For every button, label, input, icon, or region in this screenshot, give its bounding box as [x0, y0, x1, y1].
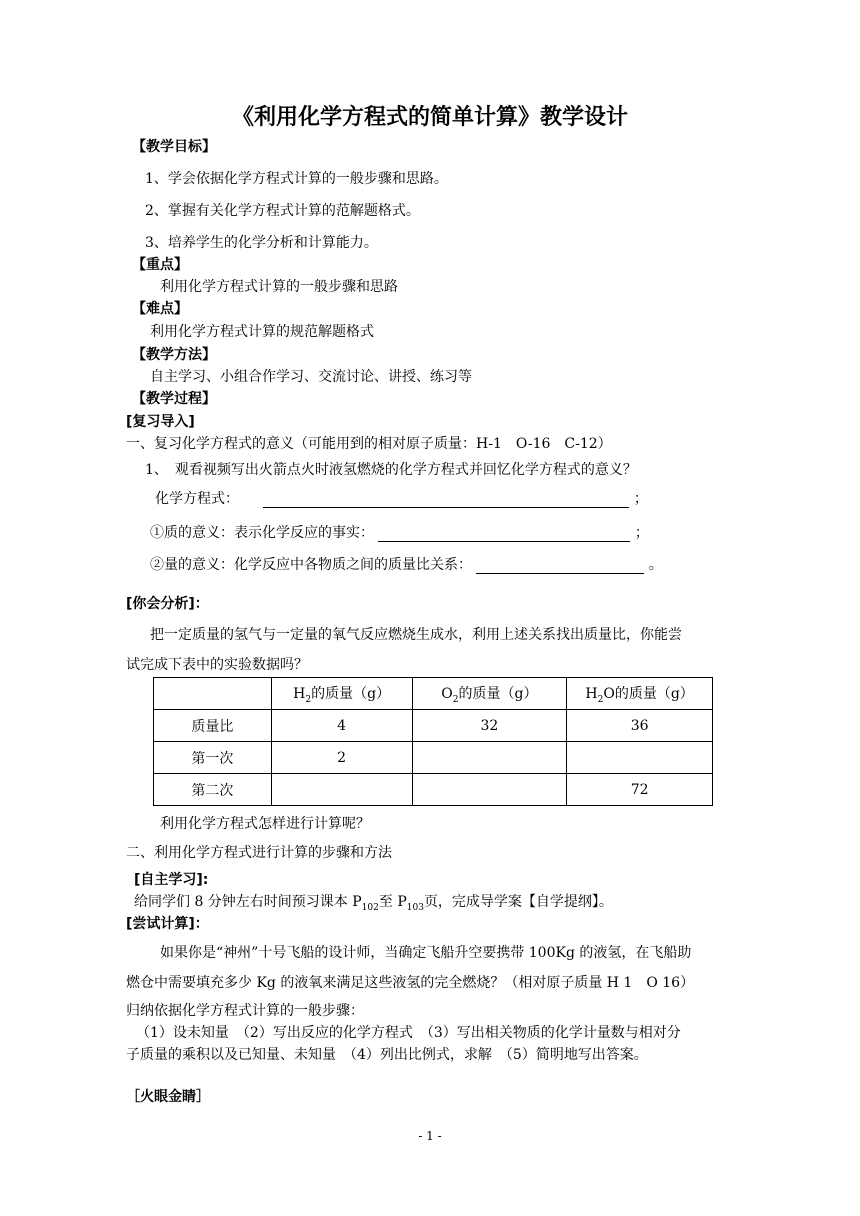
quality-prompt [150, 524, 649, 542]
quantity-prompt [150, 556, 663, 574]
table-cell: 36 [567, 710, 713, 742]
table-row [154, 774, 713, 806]
methods-heading: 【教学方法】 [132, 347, 216, 363]
key-point-heading: 【重点】 [132, 257, 188, 273]
table-cell: 质量比 [154, 710, 272, 742]
review-heading: [复习导入] [126, 414, 195, 430]
after-table-text: 利用化学方程式怎样进行计算呢？ [160, 816, 370, 832]
section2-title: 二、利用化学方程式进行计算的步骤和方法 [126, 845, 392, 861]
page-title: 《利用化学方程式的简单计算》教学设计 [231, 105, 628, 130]
quantity-label: ②量的意义：化学反应中各物质之间的质量比关系： [150, 557, 472, 573]
self-study-heading: [自主学习]: [134, 872, 209, 888]
steps-text: 子质量的乘积以及已知量、未知量 （4）列出比例式，求解 （5）简明地写出答案。 [126, 1047, 648, 1063]
methods-text: 自主学习、小组合作学习、交流讨论、讲授、练习等 [150, 369, 472, 385]
quality-label: ①质的意义：表示化学反应的事实： [150, 525, 374, 541]
mass-ratio-table [153, 677, 713, 806]
analysis-heading: [你会分析]： [126, 596, 209, 612]
table-header-cell: $O_2$的质量（g） [412, 678, 567, 710]
difficulty-heading: 【难点】 [132, 301, 188, 317]
sharp-eyes-heading: ［火眼金睛］ [126, 1089, 210, 1105]
equation-blank[interactable] [263, 493, 629, 508]
table-header-cell: $H_2$的质量（g） [271, 678, 412, 710]
table-cell: 72 [567, 774, 713, 806]
table-cell[interactable] [412, 774, 567, 806]
process-heading: 【教学过程】 [132, 391, 216, 407]
analysis-paragraph: 试完成下表中的实验数据吗？ [126, 657, 308, 673]
equation-prompt [155, 490, 648, 508]
table-cell: 32 [412, 710, 567, 742]
table-header-cell [154, 678, 272, 710]
table-cell: 2 [271, 742, 412, 774]
table-header-row [154, 678, 713, 710]
difficulty-text: 利用化学方程式计算的规范解题格式 [150, 324, 374, 340]
steps-summary: 归纳依据化学方程式计算的一般步骤： [126, 1003, 364, 1019]
goal-item: 3、培养学生的化学分析和计算能力。 [145, 235, 378, 251]
table-cell: 第二次 [154, 774, 272, 806]
table-row [154, 710, 713, 742]
self-study-text: 给同学们 8 分钟左右时间预习课本 $P_{102}$至 $P_{103}$页，完成导学案【自学提纲】。 [134, 894, 613, 913]
quantity-end: 。 [648, 557, 663, 573]
quantity-blank[interactable] [476, 559, 644, 574]
table-cell[interactable] [271, 774, 412, 806]
quality-blank[interactable] [378, 527, 630, 542]
review-line: 一、复习化学方程式的意义（可能用到的相对原子质量：H-1 O-16 C-12） [126, 436, 612, 452]
goal-item: 1、学会依据化学方程式计算的一般步骤和思路。 [145, 171, 448, 187]
table-cell[interactable] [567, 742, 713, 774]
key-point-text: 利用化学方程式计算的一般步骤和思路 [160, 279, 398, 295]
analysis-paragraph: 把一定质量的氢气与一定量的氧气反应燃烧生成水，利用上述关系找出质量比，你能尝 [150, 627, 682, 643]
equation-label: 化学方程式： [155, 491, 239, 507]
table-cell[interactable] [412, 742, 567, 774]
try-paragraph: 如果你是“神州”十号飞船的设计师，当确定飞船升空要携带 100Kg 的液氢，在飞船助 [160, 945, 692, 961]
goals-heading: 【教学目标】 [132, 139, 216, 155]
steps-text: （1）设未知量 （2）写出反应的化学方程式 （3）写出相关物质的化学计量数与相对分 [136, 1025, 681, 1041]
try-heading: [尝试计算]： [126, 916, 209, 932]
page-number: - 1 - [418, 1129, 442, 1143]
table-header-cell: $H_2O$的质量（g） [567, 678, 713, 710]
review-question: 1、 观看视频写出火箭点火时液氢燃烧的化学方程式并回忆化学方程式的意义？ [145, 462, 637, 478]
quality-end: ； [634, 525, 649, 541]
try-paragraph: 燃仓中需要填充多少 Kg 的液氧来满足这些液氢的完全燃烧？（相对原子质量 H 1 O 16） [126, 975, 695, 991]
table-cell: 第一次 [154, 742, 272, 774]
table-row [154, 742, 713, 774]
goal-item: 2、掌握有关化学方程式计算的范解题格式。 [145, 203, 420, 219]
equation-end: ； [633, 491, 648, 507]
table-cell: 4 [271, 710, 412, 742]
